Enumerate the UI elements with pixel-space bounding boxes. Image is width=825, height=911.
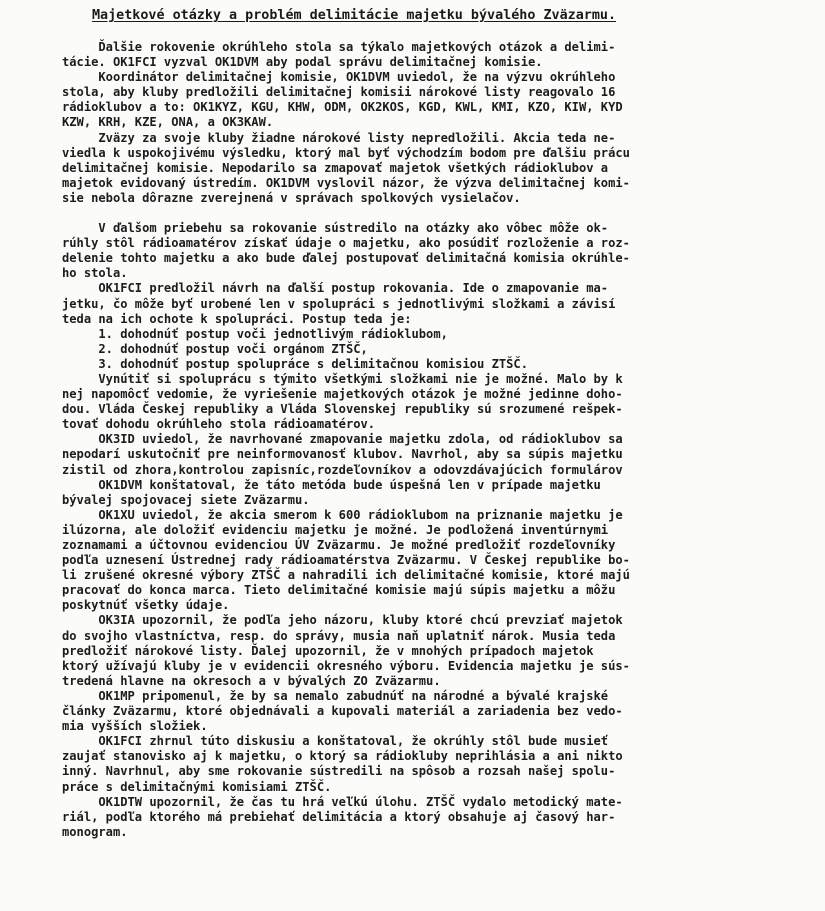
paragraph-unions-response: Zväzy za svoje kluby žiadne nárokové listy nepredložili. Akcia teda ne- viedla k uspokojivému výsledku, ktorý mal byť východzím bodom pre ďalšiu prácu delimitačnej komisie. Nepodarilo sa zmapovať majetok všetkých rádioklubov a majetok evidovaný ústredím. OK1DVM vyslovil názor, že výzva delimitačnej komi- sie nebola dôrazne zverejnená v správach spolkových vysielačov. <box>62 130 630 205</box>
paragraph-ok3ia: OK3IA upozornil, že podľa jeho názoru, kluby ktoré chcú prevziať majetok do svojho vlastníctva, resp. do správy, musia naň uplatniť nárok. Musia teda predložiť nárokové listy. Ďalej upozornil, že v mnohých prípadoch majetok ktorý užívajú kluby je v evidencii okresného výboru. Evidencia majetku je sús- tredená hlavne na okresoch a v bývalých ZO Zväzarmu. <box>62 613 630 688</box>
paragraph-ok3id: OK3ID uviedol, že navrhované zmapovanie majetku zdola, od rádioklubov sa nepodarí uskutočniť pre neinformovanosť klubov. Navrhol, aby sa súpis majetku zistil od zhora,kontrolou zapisníc,rozdeľovníkov a odovzdávajúcich formulárov <box>62 432 623 477</box>
document-title: Majetkové otázky a problém delimitácie majetku bývalého Zväzarmu. <box>92 8 617 23</box>
paragraph-cooperation: Vynútiť si spoluprácu s týmito všetkými složkami nie je možné. Malo by k nej napomôcť vedomie, že vyriešenie majetkových otázok je možné jedinne doho- dou. Vláda Českej republiky a Vláda Slovenskej republiky sú srozumené rešpek- tovať dohodu okrúhleho stola rádioamatérov. <box>62 371 623 432</box>
paragraph-intro: Ďalšie rokovenie okrúhleho stola sa týkalo majetkových otázok a delimi- tácie. OK1FCI vyzval OK1DVM aby podal správu delimitačnej komisie. <box>62 40 616 70</box>
paragraph-procedure-proposal: OK1FCI predložil návrh na ďalší postup rokovania. Ide o zmapovanie ma- jetku, čo môže byť urobené len v spolupráci s jednotlivými složkami a závisí teda na ich ochote k spolupráci. Postup teda je: 1. dohodnúť postup voči jednotlivým rádioklubom, 2. dohodnúť postup voči orgánom ZTŠČ, 3. dohodnúť postup spolupráce s delimitačnou komisiou ZTŠČ. <box>62 281 616 371</box>
document-body <box>62 40 807 840</box>
paragraph-ok1dtw: OK1DTW upozornil, že čas tu hrá veľkú úlohu. ZTŠČ vydalo metodický mate- riál, podľa ktorého má prebiehať delimitácia a ktorý obsahuje aj časový har- monogram. <box>62 794 623 839</box>
paragraph-coordinator-report: Koordinátor delimitačnej komisie, OK1DVM uviedol, že na výzvu okrúhleho stola, aby kluby predložili delimitačnej komisii nárokové listy reagovalo 16 rádioklubov a to: OK1KYZ, KGU, KHW, ODM, OK2KOS, KGD, KWL, KMI, KZO, KIW, KYD KZW, KRH, KZE, ONA, a OK3KAW. <box>62 70 623 130</box>
paragraph-gap <box>62 206 807 221</box>
paragraph-ok1fci-summary: OK1FCI zhrnul túto diskusiu a konštatoval, že okrúhly stôl bude musieť zaujať stanovisko aj k majetku, o ktorý sa rádiokluby neprihlásia a ani nikto inný. Navrhnul, aby sme rokovanie sústredili na spôsob a rozsah našej spolu- práce s delimitačnými komisiami ZTŠČ. <box>62 734 623 794</box>
paragraph-ok1xu: OK1XU uviedol, že akcia smerom k 600 rádioklubom na priznanie majetku je ilúzorna, ale doložiť evidenciu majetku je možné. Je podložená inventúrnymi zoznamami a účtovnou evidenciou ÚV Zväzarmu. Je možné predložiť rozdeľovníky podľa uznesení Ústrednej rady rádioamatérstva Zväzarmu. V Českej republike bo- li zrušené okresné výbory ZTŠČ a nahradili ich delimitačné komisie, ktoré majú pracovať do konca marca. Tieto delimitačné komisie majú súpis majetku a môžu poskytnúť všetky údaje. <box>62 507 630 613</box>
paragraph-ok1dvm-statement: OK1DVM konštatoval, že táto metóda bude úspešná len v prípade majetku bývalej spojovacej siete Zväzarmu. <box>62 477 601 507</box>
paragraph-discussion-focus: V ďalšom priebehu sa rokovanie sústredilo na otázky ako vôbec môže ok- rúhly stôl rádioamatérov získať údaje o majetku, ako posúdiť rozloženie a roz- delenie tohto majetku a ako bude ďalej postupovať delimitačná komisia okrúhle- ho stola. <box>62 221 630 281</box>
paragraph-ok1mp: OK1MP pripomenul, že by sa nemalo zabudnúť na národné a bývalé krajské články Zväzarmu, ktoré objednávali a kupovali materiál a zariadenia bez vedo- mia vyšších složiek. <box>62 688 623 734</box>
